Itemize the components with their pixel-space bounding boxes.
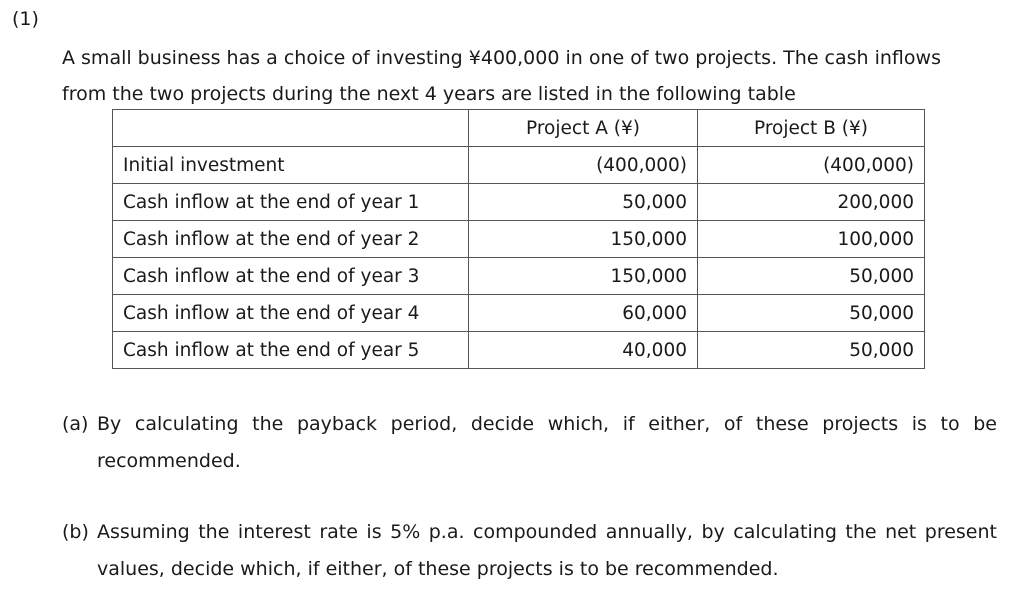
intro-line-2: from the two projects during the next 4 years are listed in the following table bbox=[62, 83, 796, 105]
project-b-value: 50,000 bbox=[698, 258, 925, 295]
row-label: Cash inflow at the end of year 2 bbox=[113, 221, 469, 258]
project-a-value: 60,000 bbox=[469, 295, 698, 332]
row-label: Cash inflow at the end of year 3 bbox=[113, 258, 469, 295]
project-b-value: (400,000) bbox=[698, 147, 925, 184]
table-row bbox=[113, 332, 925, 369]
cash-flow-table bbox=[112, 109, 925, 369]
table-row bbox=[113, 184, 925, 221]
project-a-value: (400,000) bbox=[469, 147, 698, 184]
project-a-value: 50,000 bbox=[469, 184, 698, 221]
project-b-value: 100,000 bbox=[698, 221, 925, 258]
header-empty bbox=[113, 110, 469, 147]
question-number: (1) bbox=[12, 8, 39, 30]
table-row bbox=[113, 295, 925, 332]
header-project-a: Project A (¥) bbox=[469, 110, 698, 147]
part-a-text: By calculating the payback period, decide which, if either, of these projects is to be recommended. bbox=[97, 413, 997, 472]
row-label: Cash inflow at the end of year 4 bbox=[113, 295, 469, 332]
row-label: Cash inflow at the end of year 5 bbox=[113, 332, 469, 369]
project-a-value: 150,000 bbox=[469, 221, 698, 258]
part-b-letter: (b) bbox=[62, 521, 89, 543]
project-a-value: 150,000 bbox=[469, 258, 698, 295]
intro-line-1: A small business has a choice of investing ¥400,000 in one of two projects. The cash inflows bbox=[62, 47, 941, 69]
project-a-value: 40,000 bbox=[469, 332, 698, 369]
header-project-b: Project B (¥) bbox=[698, 110, 925, 147]
project-b-value: 50,000 bbox=[698, 332, 925, 369]
part-a bbox=[62, 406, 997, 480]
row-label: Initial investment bbox=[113, 147, 469, 184]
table-row bbox=[113, 258, 925, 295]
question-intro bbox=[62, 40, 982, 112]
project-b-value: 200,000 bbox=[698, 184, 925, 221]
row-label: Cash inflow at the end of year 1 bbox=[113, 184, 469, 221]
project-b-value: 50,000 bbox=[698, 295, 925, 332]
part-b bbox=[62, 514, 997, 588]
part-b-text: Assuming the interest rate is 5% p.a. compounded annually, by calculating the net present values, decide which, if either, of these projects is to be recommended. bbox=[97, 521, 997, 580]
part-a-letter: (a) bbox=[62, 413, 89, 435]
table-row bbox=[113, 221, 925, 258]
table-row bbox=[113, 147, 925, 184]
table-header-row bbox=[113, 110, 925, 147]
